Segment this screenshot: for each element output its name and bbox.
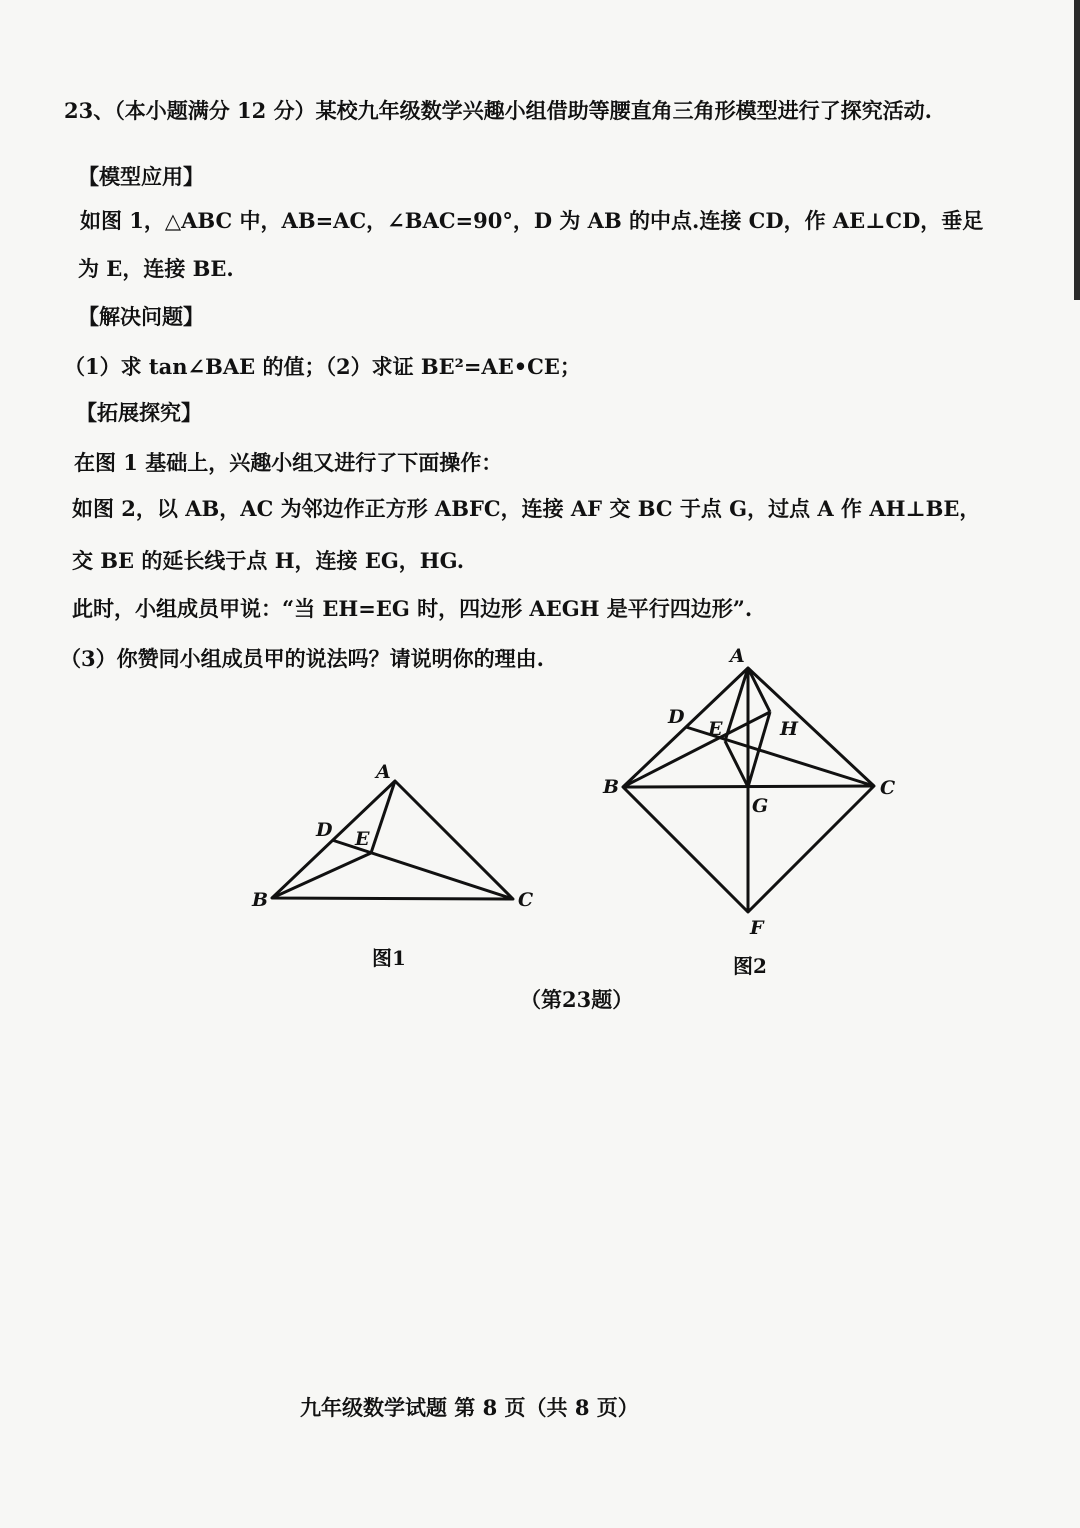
extend-text-line2: 如图 2，以 AB，AC 为邻边作正方形 ABFC，连接 AF 交 BC 于点 G，过点 A 作 AH⊥BE， bbox=[72, 496, 981, 521]
fig2-label-e: E bbox=[708, 718, 723, 740]
figure-group-caption: （第23题） bbox=[520, 987, 634, 1012]
fig1-label-c: C bbox=[518, 889, 534, 911]
figure-1-caption: 图1 bbox=[372, 946, 406, 970]
extend-text-line1: 在图 1 基础上，兴趣小组又进行了下面操作： bbox=[74, 450, 503, 475]
segment-eg bbox=[725, 741, 748, 787]
section-solve-problem: 【解决问题】 bbox=[78, 304, 204, 329]
scan-edge-shadow bbox=[1074, 0, 1080, 300]
fig2-label-c: C bbox=[880, 777, 896, 799]
question-1-2: （1）求 tan∠BAE 的值；（2）求证 BE²=AE•CE； bbox=[64, 354, 581, 379]
segment-hg bbox=[748, 712, 770, 787]
segment-ah bbox=[748, 668, 770, 712]
section-extended-exploration: 【拓展探究】 bbox=[76, 400, 202, 425]
problem-header: 23、（本小题满分 12 分）某校九年级数学兴趣小组借助等腰直角三角形模型进行了探究活动. bbox=[64, 98, 932, 123]
extend-text-line3: 交 BE 的延长线于点 H，连接 EG，HG. bbox=[72, 548, 465, 573]
fig2-label-h: H bbox=[780, 718, 798, 740]
fig2-label-d: D bbox=[668, 706, 685, 728]
fig2-label-a: A bbox=[730, 645, 745, 667]
fig2-label-b: B bbox=[603, 776, 620, 798]
extend-text-line4: 此时，小组成员甲说：“当 EH=EG 时，四边形 AEGH 是平行四边形”. bbox=[72, 596, 753, 621]
figure-2-caption: 图2 bbox=[733, 954, 767, 978]
fig2-label-g: G bbox=[752, 795, 769, 817]
question-3: （3）你赞同小组成员甲的说法吗？请说明你的理由. bbox=[60, 646, 544, 671]
figure-2 bbox=[590, 640, 920, 940]
section-model-application: 【模型应用】 bbox=[78, 164, 204, 189]
model-text-line2: 为 E，连接 BE. bbox=[78, 256, 234, 281]
model-text-line1: 如图 1，△ABC 中，AB=AC，∠BAC=90°，D 为 AB 的中点.连接 CD，作 AE⊥CD，垂足 bbox=[80, 208, 984, 233]
fig1-label-d: D bbox=[316, 819, 333, 841]
fig2-label-f: F bbox=[750, 917, 764, 939]
page-footer: 九年级数学试题 第 8 页（共 8 页） bbox=[300, 1395, 639, 1420]
fig1-label-e: E bbox=[355, 828, 370, 850]
fig1-label-b: B bbox=[252, 889, 269, 911]
figure-1 bbox=[240, 755, 540, 925]
fig1-label-a: A bbox=[376, 761, 391, 783]
segment-be bbox=[272, 853, 371, 898]
